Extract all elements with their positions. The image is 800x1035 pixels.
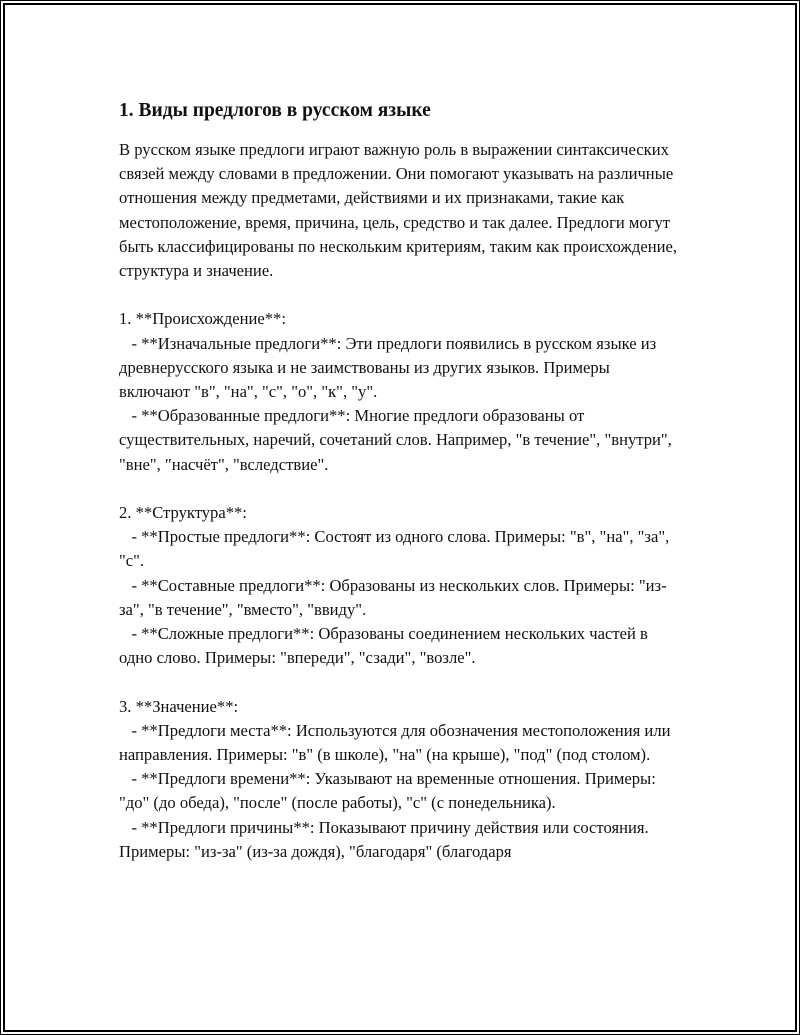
document-content	[119, 99, 679, 864]
page-frame	[3, 3, 797, 1032]
document-title: 1. Виды предлогов в русском языке	[119, 100, 431, 121]
document-body: В русском языке предлоги играют важную роль в выражении синтаксических связей между словами в предложении. Они помогают указывать на различные отношения между предметами, действиями и их признаками, такие как местоположение, время, причина, цель, средство и так далее. Предлоги могут быть классифицированы по нескольким критериям, таким как происхождение, структура и значение. 1. **Происхождение**: - **Изначальные предлоги**: Эти предлоги появились в русском языке из древнерусского языка и не заимствованы из других языков. Примеры включают "в", "на", "с", "о", "к", "у". - **Образованные предлоги**: Многие предлоги образованы от существительных, наречий, сочетаний слов. Например, "в течение", "внутри", "вне", "насчёт", "вследствие". 2. **Структура**: - **Простые предлоги**: Состоят из одного слова. Примеры: "в", "на", "за", "с". - **Составные предлоги**: Образованы из нескольких слов. Примеры: "из-за", "в течение", "вместо", "ввиду". - **Сложные предлоги**: Образованы соединением нескольких частей в одно слово. Примеры: "впереди", "сзади", "возле". 3. **Значение**: - **Предлоги места**: Используются для обозначения местоположения или направления. Примеры: "в" (в школе), "на" (на крыше), "под" (под столом). - **Предлоги времени**: Указывают на временные отношения. Примеры: "до" (до обеда), "после" (после работы), "с" (с понедельника). - **Предлоги причины**: Показывают причину действия или состояния. Примеры: "из-за" (из-за дождя), "благодаря" (благодаря	[119, 140, 677, 861]
